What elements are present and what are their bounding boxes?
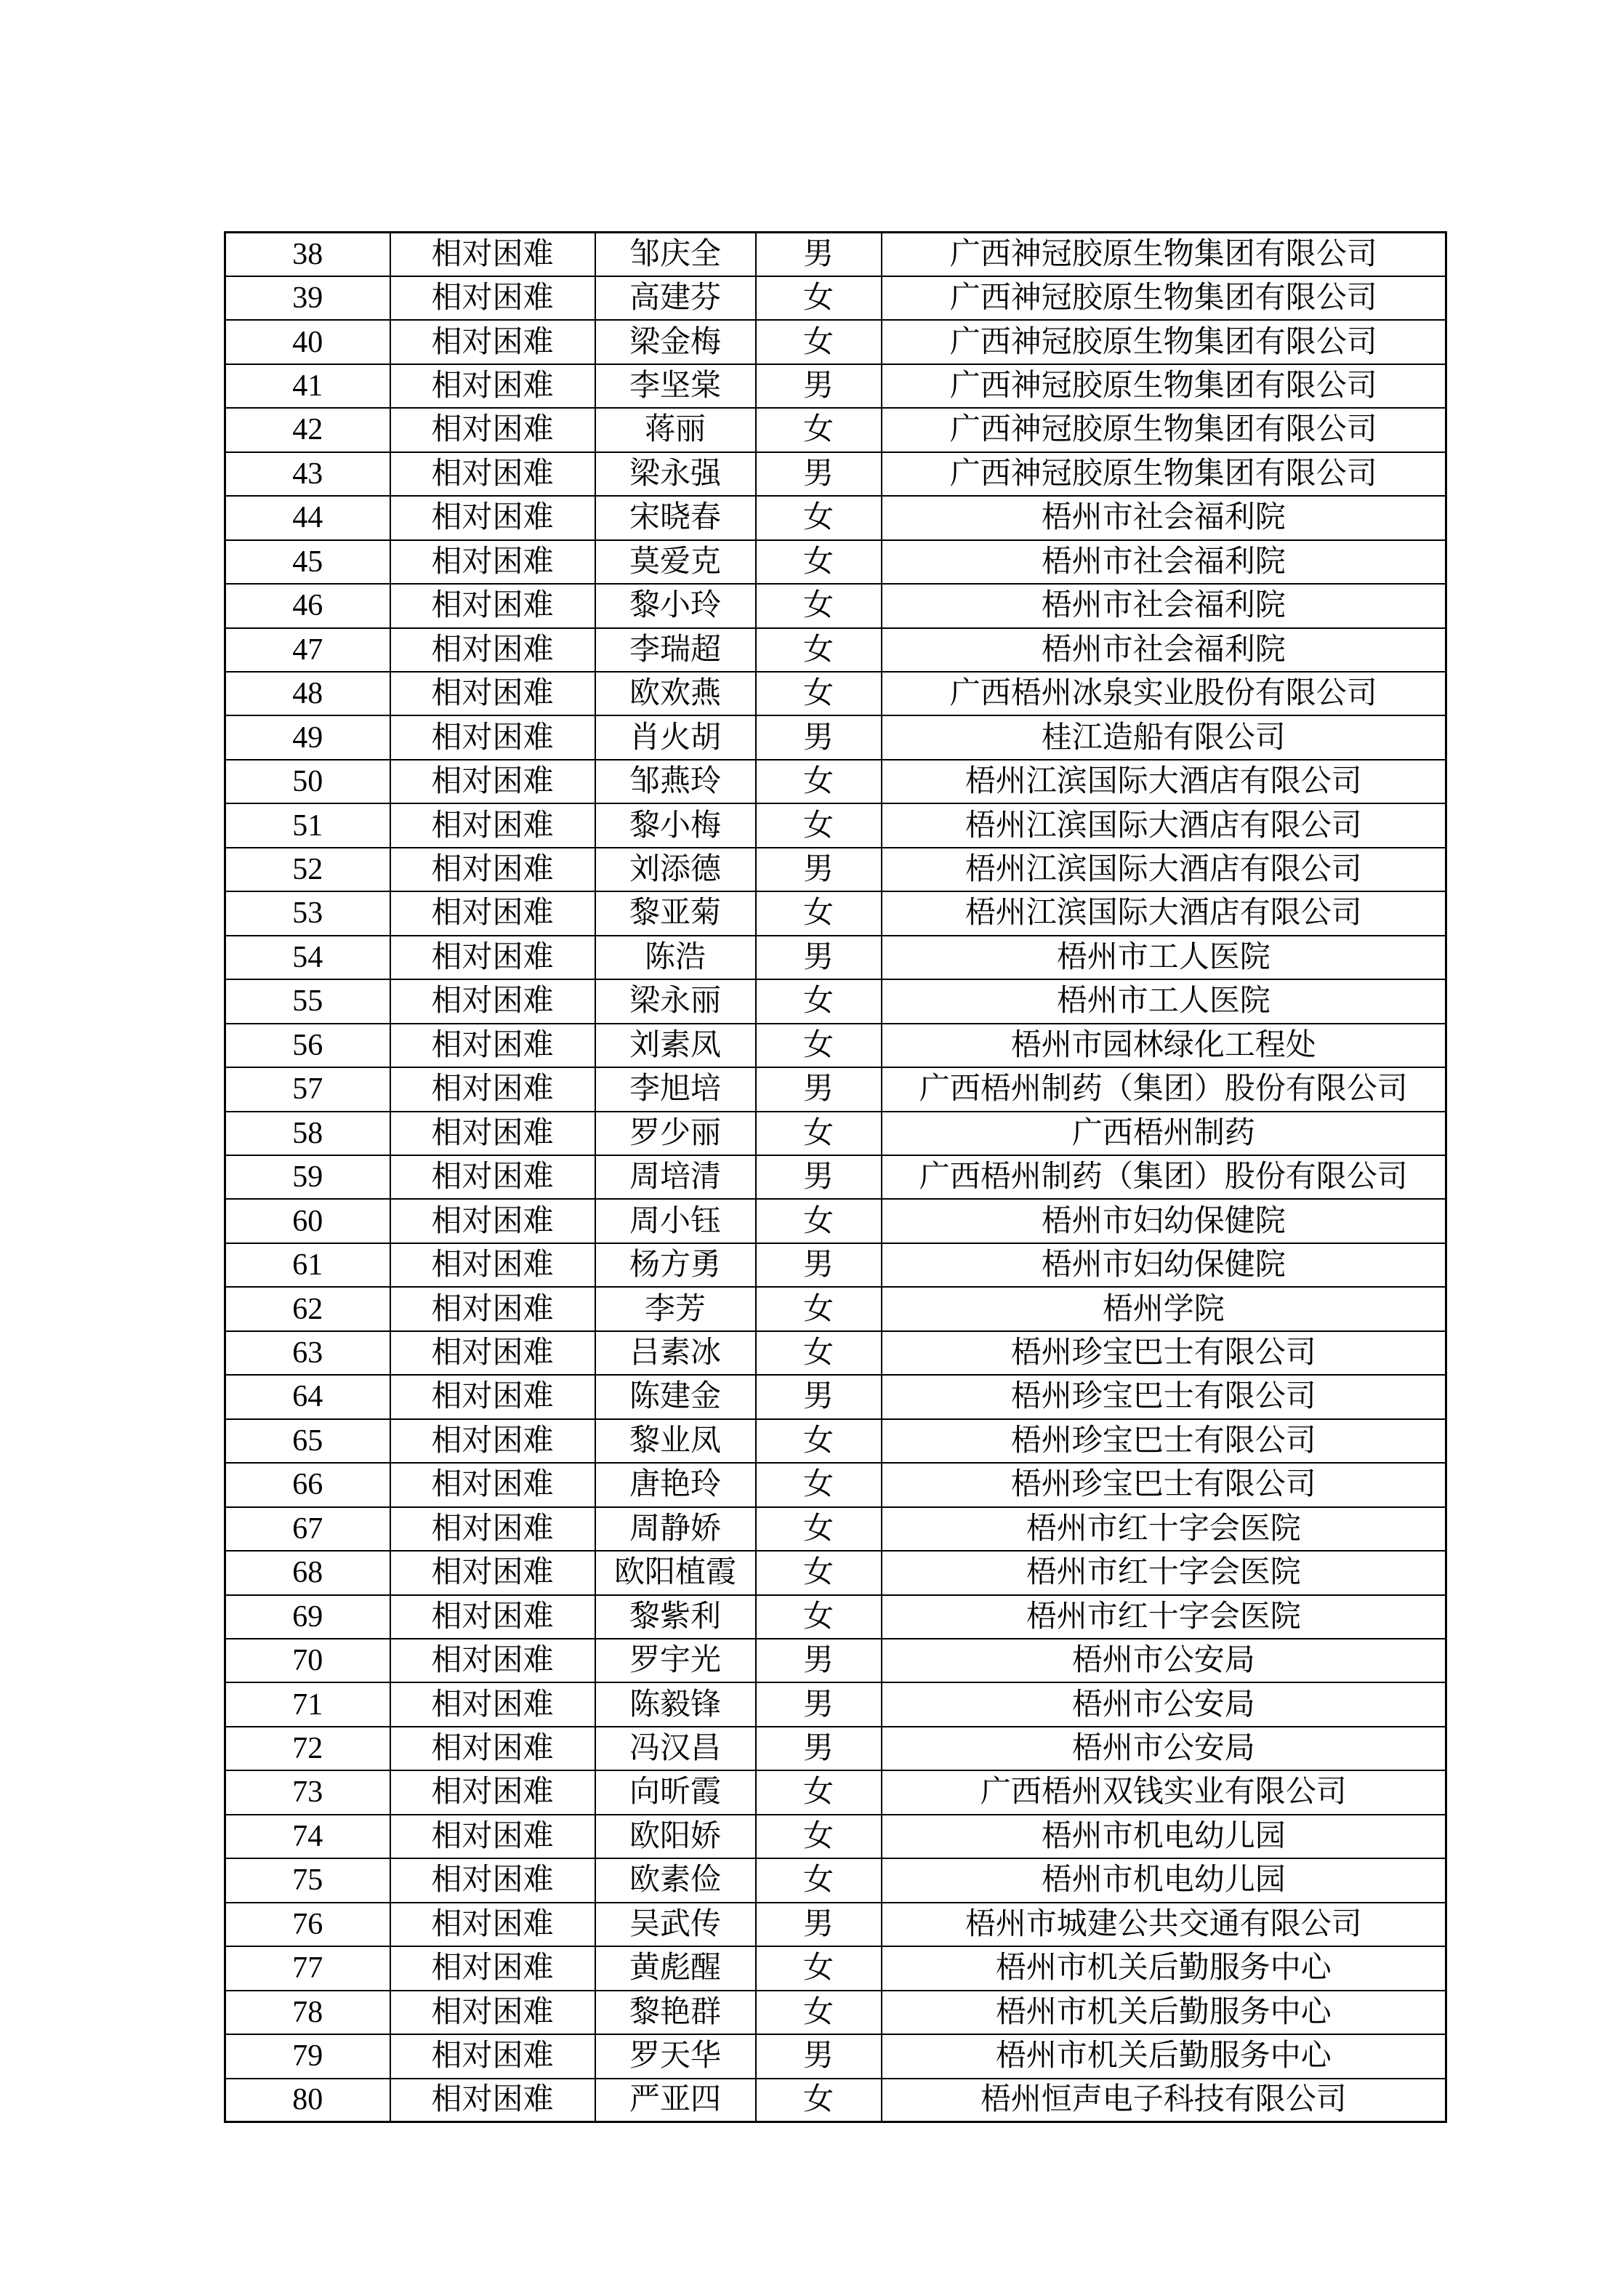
gender: 女 xyxy=(756,408,882,451)
gender: 女 xyxy=(756,2079,882,2122)
table-row xyxy=(225,715,1446,759)
table-row xyxy=(225,1243,1446,1287)
person-name: 高建芬 xyxy=(595,276,756,320)
person-name: 李坚棠 xyxy=(595,364,756,408)
row-number: 42 xyxy=(225,408,390,451)
person-name: 宋晓春 xyxy=(595,496,756,539)
table-row xyxy=(225,803,1446,847)
row-number: 46 xyxy=(225,584,390,627)
gender: 男 xyxy=(756,1155,882,1199)
difficulty-level: 相对困难 xyxy=(390,628,595,672)
organization: 梧州市机电幼儿园 xyxy=(882,1815,1446,1858)
person-name: 梁永强 xyxy=(595,452,756,496)
organization: 梧州市红十字会医院 xyxy=(882,1551,1446,1594)
person-name: 邹燕玲 xyxy=(595,760,756,803)
organization: 梧州市妇幼保健院 xyxy=(882,1199,1446,1243)
organization: 梧州江滨国际大酒店有限公司 xyxy=(882,760,1446,803)
difficulty-level: 相对困难 xyxy=(390,1507,595,1551)
person-name: 刘添德 xyxy=(595,848,756,891)
table-row xyxy=(225,452,1446,496)
table-row xyxy=(225,1770,1446,1814)
gender: 男 xyxy=(756,1682,882,1726)
difficulty-level: 相对困难 xyxy=(390,672,595,715)
gender: 女 xyxy=(756,276,882,320)
person-name: 陈浩 xyxy=(595,936,756,979)
difficulty-level: 相对困难 xyxy=(390,1067,595,1111)
person-name: 严亚四 xyxy=(595,2079,756,2122)
difficulty-level: 相对困难 xyxy=(390,1155,595,1199)
person-name: 邹庆全 xyxy=(595,233,756,276)
table-row xyxy=(225,2034,1446,2078)
organization: 梧州市公安局 xyxy=(882,1639,1446,1682)
person-name: 黎业凤 xyxy=(595,1419,756,1463)
difficulty-level: 相对困难 xyxy=(390,760,595,803)
table-row xyxy=(225,233,1446,276)
person-name: 周培清 xyxy=(595,1155,756,1199)
gender: 男 xyxy=(756,233,882,276)
row-number: 74 xyxy=(225,1815,390,1858)
difficulty-level: 相对困难 xyxy=(390,1639,595,1682)
person-name: 杨方勇 xyxy=(595,1243,756,1287)
organization: 广西梧州双钱实业有限公司 xyxy=(882,1770,1446,1814)
difficulty-level: 相对困难 xyxy=(390,584,595,627)
gender: 女 xyxy=(756,1770,882,1814)
difficulty-level: 相对困难 xyxy=(390,1946,595,1990)
table-row xyxy=(225,1858,1446,1902)
row-number: 75 xyxy=(225,1858,390,1902)
gender: 男 xyxy=(756,936,882,979)
organization: 梧州市机电幼儿园 xyxy=(882,1858,1446,1902)
difficulty-level: 相对困难 xyxy=(390,1815,595,1858)
row-number: 50 xyxy=(225,760,390,803)
row-number: 72 xyxy=(225,1727,390,1770)
row-number: 41 xyxy=(225,364,390,408)
gender: 女 xyxy=(756,628,882,672)
table-row xyxy=(225,320,1446,364)
row-number: 57 xyxy=(225,1067,390,1111)
gender: 女 xyxy=(756,760,882,803)
gender: 男 xyxy=(756,364,882,408)
row-number: 40 xyxy=(225,320,390,364)
difficulty-level: 相对困难 xyxy=(390,1770,595,1814)
person-name: 吴武传 xyxy=(595,1903,756,1946)
organization: 梧州学院 xyxy=(882,1287,1446,1330)
table-row xyxy=(225,1903,1446,1946)
gender: 男 xyxy=(756,715,882,759)
organization: 广西神冠胶原生物集团有限公司 xyxy=(882,452,1446,496)
row-number: 48 xyxy=(225,672,390,715)
person-name: 冯汉昌 xyxy=(595,1727,756,1770)
person-name: 黄彪醒 xyxy=(595,1946,756,1990)
table-row xyxy=(225,2079,1446,2122)
organization: 梧州市园林绿化工程处 xyxy=(882,1024,1446,1067)
table-row xyxy=(225,936,1446,979)
person-name: 吕素冰 xyxy=(595,1331,756,1375)
gender: 女 xyxy=(756,1463,882,1506)
gender: 女 xyxy=(756,584,882,627)
person-name: 梁金梅 xyxy=(595,320,756,364)
table-row xyxy=(225,1024,1446,1067)
difficulty-level: 相对困难 xyxy=(390,452,595,496)
person-name: 唐艳玲 xyxy=(595,1463,756,1506)
organization: 广西神冠胶原生物集团有限公司 xyxy=(882,233,1446,276)
table-row xyxy=(225,1375,1446,1418)
person-name: 李瑞超 xyxy=(595,628,756,672)
gender: 女 xyxy=(756,672,882,715)
gender: 女 xyxy=(756,1507,882,1551)
difficulty-level: 相对困难 xyxy=(390,1858,595,1902)
row-number: 62 xyxy=(225,1287,390,1330)
row-number: 56 xyxy=(225,1024,390,1067)
person-name: 蒋丽 xyxy=(595,408,756,451)
person-name: 李旭培 xyxy=(595,1067,756,1111)
organization: 梧州珍宝巴士有限公司 xyxy=(882,1375,1446,1418)
row-number: 76 xyxy=(225,1903,390,1946)
table-row xyxy=(225,1815,1446,1858)
table-row xyxy=(225,1287,1446,1330)
person-name: 梁永丽 xyxy=(595,979,756,1023)
difficulty-level: 相对困难 xyxy=(390,715,595,759)
gender: 女 xyxy=(756,1112,882,1155)
person-name: 欧素俭 xyxy=(595,1858,756,1902)
row-number: 43 xyxy=(225,452,390,496)
difficulty-level: 相对困难 xyxy=(390,276,595,320)
person-name: 周小钰 xyxy=(595,1199,756,1243)
row-number: 44 xyxy=(225,496,390,539)
row-number: 68 xyxy=(225,1551,390,1594)
organization: 广西梧州制药 xyxy=(882,1112,1446,1155)
difficulty-level: 相对困难 xyxy=(390,2079,595,2122)
table-body xyxy=(225,233,1446,2122)
gender: 女 xyxy=(756,540,882,584)
gender: 男 xyxy=(756,848,882,891)
table-row xyxy=(225,1595,1446,1639)
gender: 女 xyxy=(756,891,882,935)
person-name: 黎亚菊 xyxy=(595,891,756,935)
row-number: 59 xyxy=(225,1155,390,1199)
table-row xyxy=(225,628,1446,672)
organization: 梧州珍宝巴士有限公司 xyxy=(882,1419,1446,1463)
row-number: 49 xyxy=(225,715,390,759)
difficulty-level: 相对困难 xyxy=(390,1991,595,2034)
table-row xyxy=(225,1507,1446,1551)
difficulty-level: 相对困难 xyxy=(390,1331,595,1375)
gender: 男 xyxy=(756,1067,882,1111)
table-row xyxy=(225,1946,1446,1990)
person-name: 欧阳娇 xyxy=(595,1815,756,1858)
person-name: 肖火胡 xyxy=(595,715,756,759)
gender: 女 xyxy=(756,1595,882,1639)
gender: 女 xyxy=(756,1287,882,1330)
table-row xyxy=(225,1639,1446,1682)
difficulty-level: 相对困难 xyxy=(390,1112,595,1155)
person-name: 黎紫利 xyxy=(595,1595,756,1639)
person-name: 黎艳群 xyxy=(595,1991,756,2034)
organization: 梧州市工人医院 xyxy=(882,936,1446,979)
gender: 女 xyxy=(756,1331,882,1375)
table-row xyxy=(225,584,1446,627)
table-row xyxy=(225,1727,1446,1770)
row-number: 47 xyxy=(225,628,390,672)
row-number: 58 xyxy=(225,1112,390,1155)
row-number: 38 xyxy=(225,233,390,276)
gender: 女 xyxy=(756,1946,882,1990)
person-name: 欧阳植霞 xyxy=(595,1551,756,1594)
organization: 梧州江滨国际大酒店有限公司 xyxy=(882,891,1446,935)
gender: 男 xyxy=(756,1727,882,1770)
row-number: 73 xyxy=(225,1770,390,1814)
organization: 广西梧州冰泉实业股份有限公司 xyxy=(882,672,1446,715)
gender: 女 xyxy=(756,979,882,1023)
organization: 梧州市城建公共交通有限公司 xyxy=(882,1903,1446,1946)
organization: 梧州珍宝巴士有限公司 xyxy=(882,1463,1446,1506)
organization: 梧州市工人医院 xyxy=(882,979,1446,1023)
row-number: 52 xyxy=(225,848,390,891)
person-name: 向昕霞 xyxy=(595,1770,756,1814)
gender: 女 xyxy=(756,803,882,847)
person-name: 陈建金 xyxy=(595,1375,756,1418)
table-row xyxy=(225,496,1446,539)
row-number: 69 xyxy=(225,1595,390,1639)
organization: 梧州市社会福利院 xyxy=(882,584,1446,627)
table-row xyxy=(225,1419,1446,1463)
gender: 男 xyxy=(756,1375,882,1418)
person-name: 罗宇光 xyxy=(595,1639,756,1682)
row-number: 71 xyxy=(225,1682,390,1726)
gender: 男 xyxy=(756,1903,882,1946)
difficulty-level: 相对困难 xyxy=(390,979,595,1023)
difficulty-level: 相对困难 xyxy=(390,1419,595,1463)
table-row xyxy=(225,1991,1446,2034)
organization: 广西神冠胶原生物集团有限公司 xyxy=(882,408,1446,451)
row-number: 54 xyxy=(225,936,390,979)
difficulty-level: 相对困难 xyxy=(390,803,595,847)
person-name: 黎小玲 xyxy=(595,584,756,627)
gender: 男 xyxy=(756,2034,882,2078)
difficulty-level: 相对困难 xyxy=(390,848,595,891)
difficulty-level: 相对困难 xyxy=(390,1243,595,1287)
organization: 桂江造船有限公司 xyxy=(882,715,1446,759)
organization: 梧州江滨国际大酒店有限公司 xyxy=(882,803,1446,847)
row-number: 61 xyxy=(225,1243,390,1287)
organization: 广西神冠胶原生物集团有限公司 xyxy=(882,320,1446,364)
person-name: 周静娇 xyxy=(595,1507,756,1551)
difficulty-level: 相对困难 xyxy=(390,320,595,364)
gender: 男 xyxy=(756,1639,882,1682)
table-row xyxy=(225,1067,1446,1111)
organization: 广西梧州制药（集团）股份有限公司 xyxy=(882,1155,1446,1199)
gender: 女 xyxy=(756,1815,882,1858)
organization: 梧州市公安局 xyxy=(882,1682,1446,1726)
table-row xyxy=(225,276,1446,320)
row-number: 78 xyxy=(225,1991,390,2034)
table-row xyxy=(225,672,1446,715)
organization: 梧州市社会福利院 xyxy=(882,540,1446,584)
organization: 梧州市机关后勤服务中心 xyxy=(882,1991,1446,2034)
organization: 梧州江滨国际大酒店有限公司 xyxy=(882,848,1446,891)
difficulty-level: 相对困难 xyxy=(390,2034,595,2078)
table-row xyxy=(225,1551,1446,1594)
gender: 女 xyxy=(756,1024,882,1067)
gender: 女 xyxy=(756,496,882,539)
table-row xyxy=(225,891,1446,935)
difficulty-level: 相对困难 xyxy=(390,496,595,539)
row-number: 55 xyxy=(225,979,390,1023)
table-row xyxy=(225,408,1446,451)
row-number: 60 xyxy=(225,1199,390,1243)
table-row xyxy=(225,1682,1446,1726)
difficulty-level: 相对困难 xyxy=(390,1024,595,1067)
row-number: 80 xyxy=(225,2079,390,2122)
difficulty-level: 相对困难 xyxy=(390,408,595,451)
difficulty-level: 相对困难 xyxy=(390,936,595,979)
row-number: 66 xyxy=(225,1463,390,1506)
organization: 梧州市红十字会医院 xyxy=(882,1507,1446,1551)
row-number: 51 xyxy=(225,803,390,847)
difficulty-level: 相对困难 xyxy=(390,1287,595,1330)
row-number: 39 xyxy=(225,276,390,320)
row-number: 65 xyxy=(225,1419,390,1463)
gender: 女 xyxy=(756,1419,882,1463)
row-number: 77 xyxy=(225,1946,390,1990)
table-row xyxy=(225,1155,1446,1199)
row-number: 64 xyxy=(225,1375,390,1418)
gender: 女 xyxy=(756,1858,882,1902)
difficulty-level: 相对困难 xyxy=(390,1463,595,1506)
gender: 女 xyxy=(756,1991,882,2034)
difficulty-level: 相对困难 xyxy=(390,1903,595,1946)
organization: 梧州恒声电子科技有限公司 xyxy=(882,2079,1446,2122)
difficulty-level: 相对困难 xyxy=(390,1375,595,1418)
person-name: 黎小梅 xyxy=(595,803,756,847)
organization: 梧州市机关后勤服务中心 xyxy=(882,2034,1446,2078)
table-row xyxy=(225,1112,1446,1155)
table-row xyxy=(225,848,1446,891)
organization: 广西梧州制药（集团）股份有限公司 xyxy=(882,1067,1446,1111)
roster-table xyxy=(224,231,1447,2123)
person-name: 罗天华 xyxy=(595,2034,756,2078)
person-name: 李芳 xyxy=(595,1287,756,1330)
difficulty-level: 相对困难 xyxy=(390,1595,595,1639)
organization: 梧州市妇幼保健院 xyxy=(882,1243,1446,1287)
difficulty-level: 相对困难 xyxy=(390,1727,595,1770)
table-row xyxy=(225,1463,1446,1506)
difficulty-level: 相对困难 xyxy=(390,540,595,584)
gender: 男 xyxy=(756,452,882,496)
row-number: 67 xyxy=(225,1507,390,1551)
row-number: 45 xyxy=(225,540,390,584)
gender: 女 xyxy=(756,1199,882,1243)
difficulty-level: 相对困难 xyxy=(390,1551,595,1594)
gender: 男 xyxy=(756,1243,882,1287)
difficulty-level: 相对困难 xyxy=(390,233,595,276)
table-row xyxy=(225,540,1446,584)
organization: 广西神冠胶原生物集团有限公司 xyxy=(882,276,1446,320)
row-number: 63 xyxy=(225,1331,390,1375)
person-name: 罗少丽 xyxy=(595,1112,756,1155)
organization: 梧州珍宝巴士有限公司 xyxy=(882,1331,1446,1375)
person-name: 欧欢燕 xyxy=(595,672,756,715)
difficulty-level: 相对困难 xyxy=(390,1682,595,1726)
table-row xyxy=(225,1331,1446,1375)
gender: 女 xyxy=(756,320,882,364)
person-name: 莫爱克 xyxy=(595,540,756,584)
organization: 广西神冠胶原生物集团有限公司 xyxy=(882,364,1446,408)
organization: 梧州市社会福利院 xyxy=(882,496,1446,539)
difficulty-level: 相对困难 xyxy=(390,891,595,935)
table-row xyxy=(225,979,1446,1023)
organization: 梧州市公安局 xyxy=(882,1727,1446,1770)
gender: 女 xyxy=(756,1551,882,1594)
organization: 梧州市社会福利院 xyxy=(882,628,1446,672)
row-number: 70 xyxy=(225,1639,390,1682)
row-number: 79 xyxy=(225,2034,390,2078)
person-name: 刘素凤 xyxy=(595,1024,756,1067)
person-name: 陈毅锋 xyxy=(595,1682,756,1726)
table-row xyxy=(225,1199,1446,1243)
table-row xyxy=(225,364,1446,408)
difficulty-level: 相对困难 xyxy=(390,364,595,408)
difficulty-level: 相对困难 xyxy=(390,1199,595,1243)
organization: 梧州市机关后勤服务中心 xyxy=(882,1946,1446,1990)
table-row xyxy=(225,760,1446,803)
row-number: 53 xyxy=(225,891,390,935)
organization: 梧州市红十字会医院 xyxy=(882,1595,1446,1639)
